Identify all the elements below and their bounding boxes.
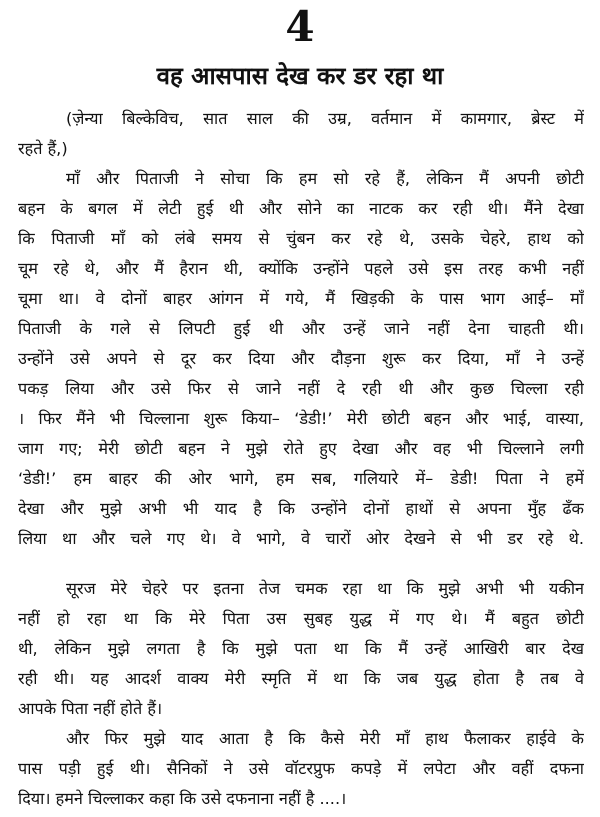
text-line: रही थी। यह आदर्श वाक्य मेरी स्मृति में था कि जब युद्ध होता है तब वे [18, 669, 584, 688]
text-line: देखा और मुझे अभी भी याद है कि उन्होंने दोनों हाथों से अपना मुँह ढँक [18, 499, 584, 518]
text-line: रहते हैं,) [18, 139, 68, 158]
text-line: चूमा था। वे दोनों बाहर आंगन में गये, मैं खिड़की के पास भाग आई– माँ [18, 289, 584, 308]
text-line: कि पिताजी माँ को लंबे समय से चुंबन कर रहे थे, उसके चेहरे, हाथ को [18, 229, 584, 248]
text-line: ‘डेडी!’ हम बाहर की ओर भागे, हम सब, गलियारे में– डेडी! पिता ने हमें [18, 469, 584, 488]
text-line: (ज़ेन्या बिल्केविच, सात साल की उम्र, वर्तमान में कामगार, ब्रेस्ट में [66, 109, 584, 128]
text-line: थी, लेकिन मुझे लगता है कि मुझे पता था कि मैं उन्हें आखिरी बार देख [18, 639, 584, 658]
text-line: लिया था और चले गए थे। वे भागे, वे चारों ओर देखने से भी डर रहे थे. [18, 529, 584, 548]
text-line: सूरज मेरे चेहरे पर इतना तेज चमक रहा था कि मुझे अभी भी यकीन [66, 579, 584, 598]
text-line: पिताजी के गले से लिपटी हुई थी और उन्हें जाने नहीं देना चाहती थी। [18, 319, 584, 338]
text-line: उन्होंने उसे अपने से दूर कर दिया और दौड़ना शुरू कर दिया, माँ ने उन्हें [18, 349, 584, 368]
chapter-title: वह आसपास देख कर डर रहा था [156, 62, 444, 90]
text-line: और फिर मुझे याद आता है कि कैसे मेरी माँ हाथ फैलाकर हाईवे के [66, 729, 584, 748]
text-line: नहीं हो रहा था कि मेरे पिता उस सुबह युद्ध में गए थे। मैं बहुत छोटी [18, 609, 584, 628]
text-line: आपके पिता नहीं होते हैं। [18, 699, 163, 718]
text-line: दिया। हमने चिल्लाकर कहा कि उसे दफनाना नहीं है ....। [18, 789, 347, 808]
text-line: । फिर मैंने भी चिल्लाना शुरू किया– ‘डेडी!’ मेरी छोटी बहन और भाई, वास्या, [18, 409, 584, 428]
text-line: चूम रहे थे, और मैं हैरान थी, क्योंकि उन्होंने पहले उसे इस तरह कभी नहीं [18, 259, 584, 278]
chapter-number: 4 [285, 2, 315, 51]
text-line: जाग गए; मेरी छोटी बहन ने मुझे रोते हुए देखा और वह भी चिल्लाने लगी [18, 439, 584, 458]
text-line: पकड़ लिया और उसे फिर से जाने नहीं दे रही थी और कुछ चिल्ला रही [18, 379, 584, 398]
text-line: पास पड़ी हुई थी। सैनिकों ने उसे वॉटरप्रुफ कपड़े में लपेटा और वहीं दफना [18, 759, 584, 778]
text-line: माँ और पिताजी ने सोचा कि हम सो रहे हैं, लेकिन मैं अपनी छोटी [66, 169, 584, 188]
text-line: बहन के बगल में लेटी हुई थी और सोने का नाटक कर रही थी। मैंने देखा [18, 199, 584, 218]
